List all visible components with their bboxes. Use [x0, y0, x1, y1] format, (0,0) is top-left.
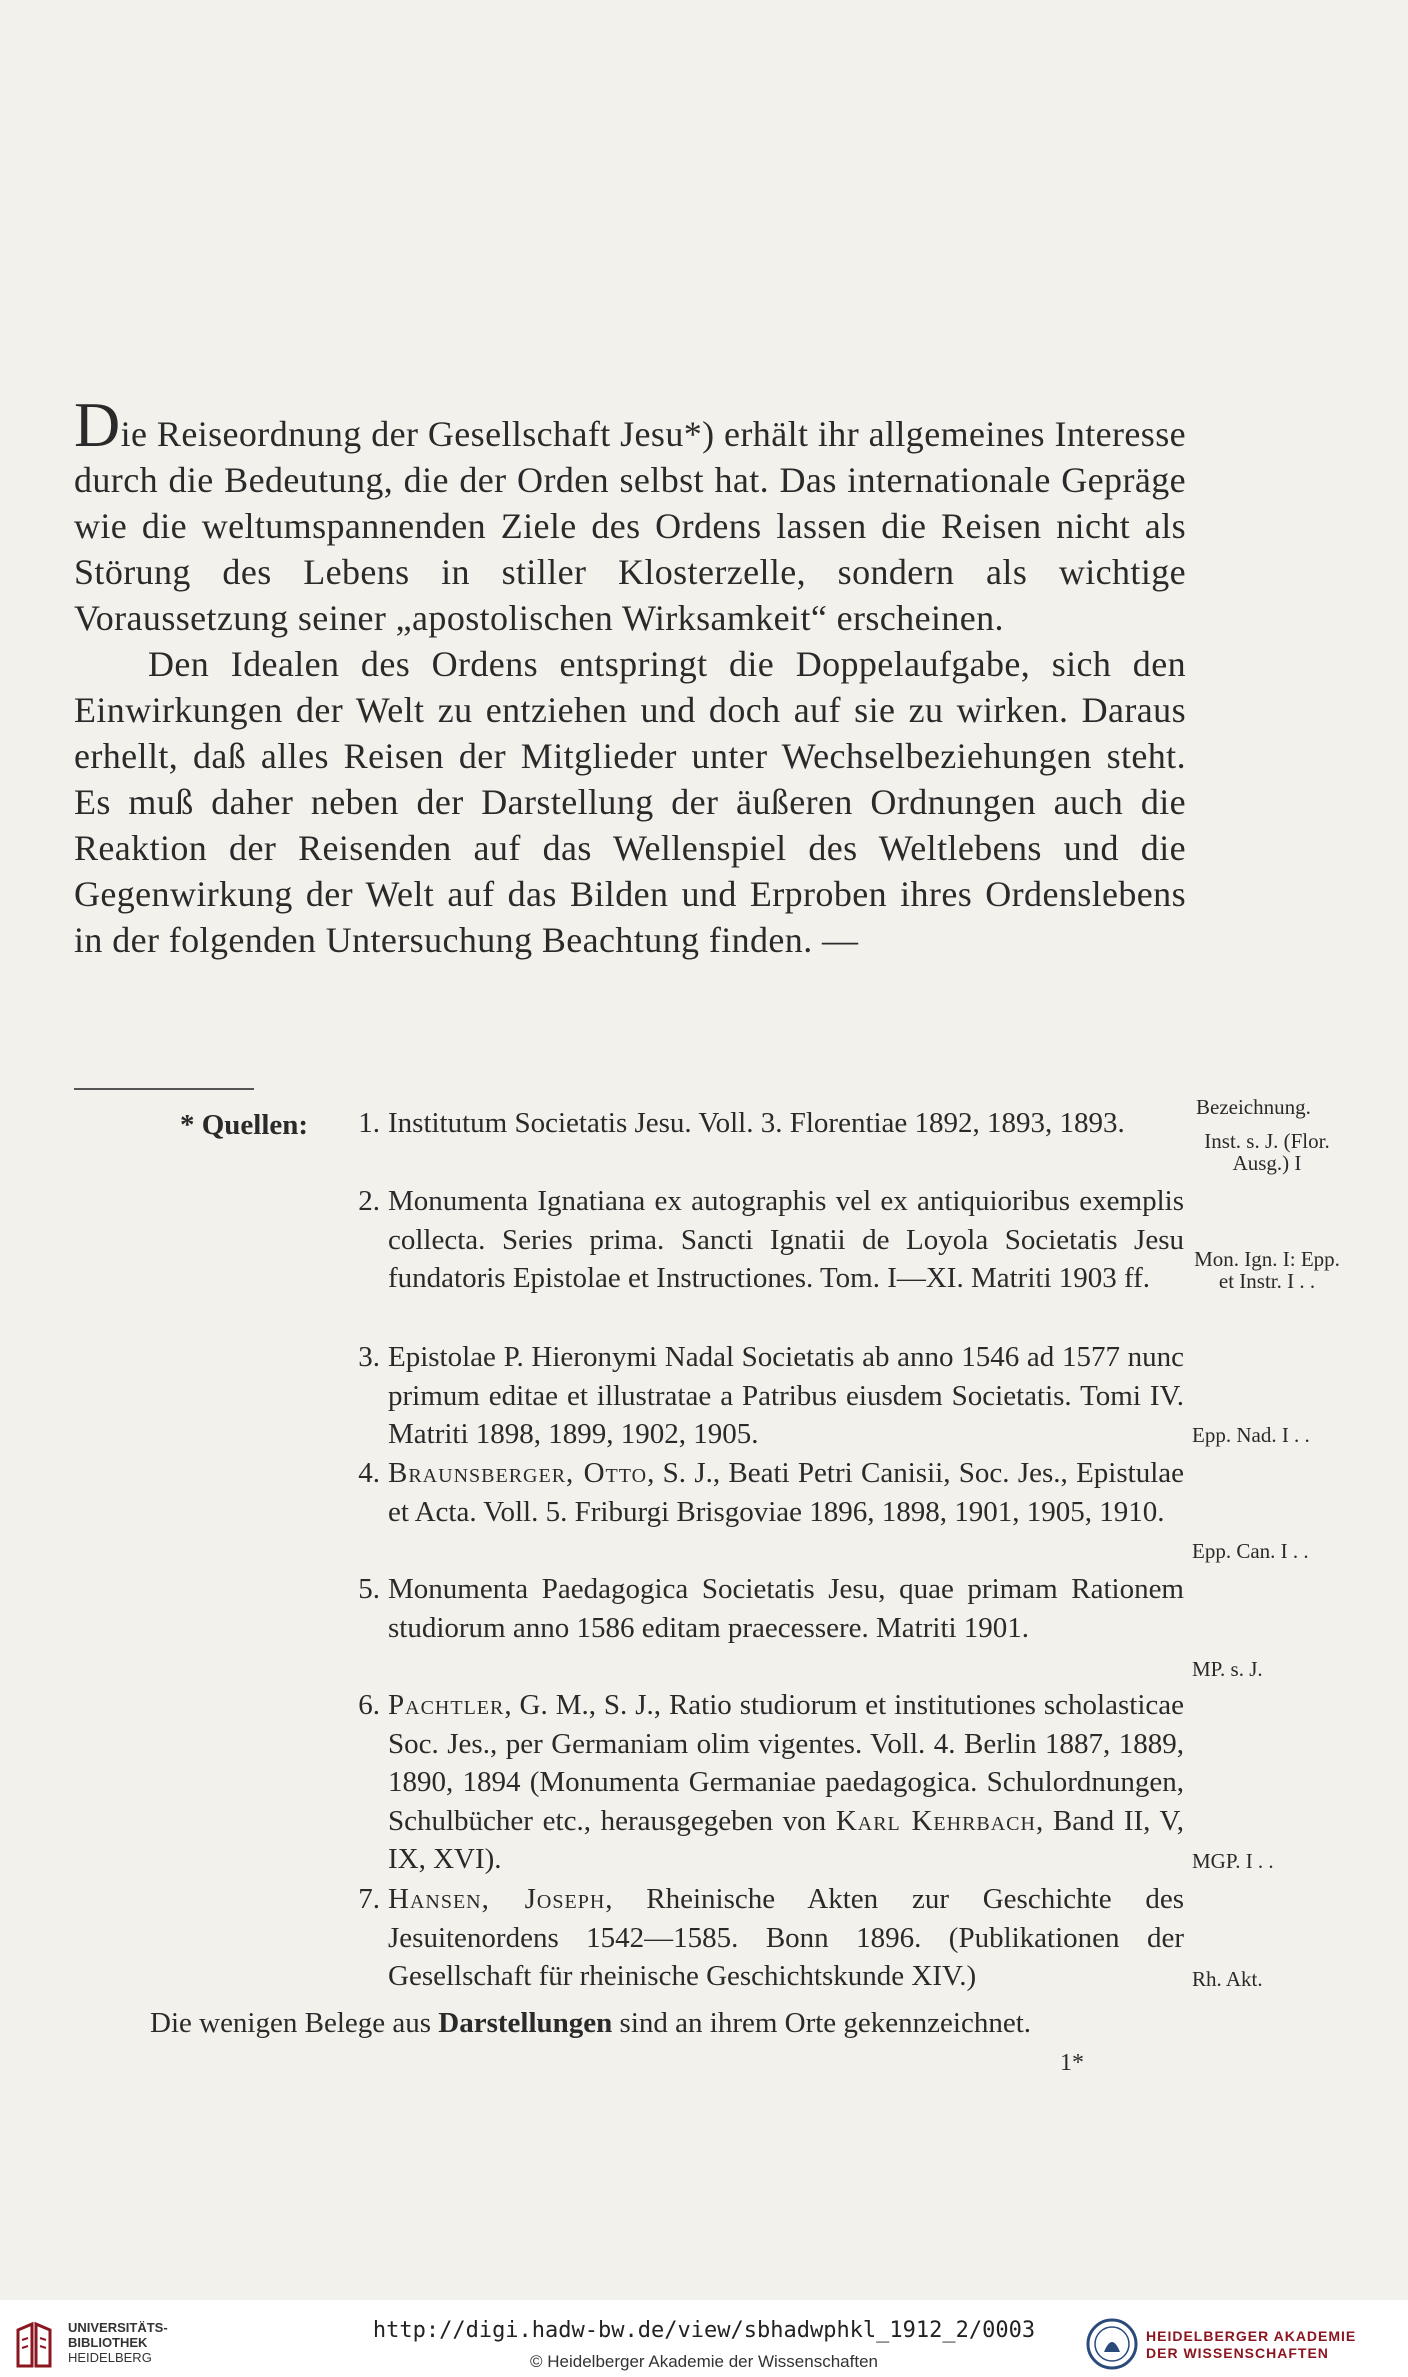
paragraph-1	[74, 389, 1186, 641]
paragraph-1-text: ie Reiseordnung der Gesellschaft Jesu*) erhält ihr allgemeines Interesse durch die Bedeutung, die der Orden selbst hat. Das internationale Gepräge wie die weltumspannenden Ziele des Ordens lassen die Reisen nicht als Störung des Lebens in stiller Klosterzelle, sondern als wichtige Voraussetzung seiner „apostolischen Wirksamkeit“ erscheinen.	[74, 414, 1186, 638]
entry-text	[388, 1880, 1184, 1996]
closing-text-after: sind an ihrem Orte gekennzeichnet.	[612, 2007, 1032, 2039]
source-entry-1	[0, 1104, 1408, 1184]
academy-seal-icon	[1086, 2318, 1138, 2370]
entry-abbreviation: MP. s. J.	[1192, 1657, 1263, 1681]
entry-author: Hansen, Joseph	[388, 1883, 606, 1915]
entry-text-rest: , G. M., S. J., Ratio studiorum et institutiones scholasticae Soc. Jes., per Germaniam olim vigentes. Voll. 4. Berlin 1887, 1889, 1890, 1894 (Monumenta Germaniae paedagogica. Schulordnungen, Schulbücher etc., herausgegeben von	[388, 1689, 1184, 1837]
entry-abbreviation: Rh. Akt.	[1192, 1967, 1263, 1991]
entry-number: 7.	[358, 1883, 380, 1915]
entry-text-rest: , Rheinische Akten zur Geschichte des Jesuitenordens 1542—1585. Bonn 1896. (Publikationen der Gesellschaft für rheinische Geschichtskunde XIV.)	[388, 1883, 1184, 1992]
entry-abbreviation: MGP. I . .	[1192, 1849, 1274, 1873]
entry-number: 4.	[358, 1457, 380, 1489]
entry-abbreviation: Epp. Can. I . .	[1192, 1539, 1309, 1563]
drop-cap: D	[74, 389, 121, 460]
entry-text	[388, 1454, 1184, 1531]
copyright-notice: © Heidelberger Akademie der Wissenschaften	[530, 2352, 878, 2371]
entry-text-rest: , S. J., Beati Petri Canisii, Soc. Jes., Epistulae et Acta. Voll. 5. Friburgi Brisgoviae 1896, 1898, 1901, 1905, 1910.	[388, 1457, 1184, 1528]
entry-text-end: , Band II, V, IX, XVI).	[388, 1804, 1185, 1875]
sources-heading: * Quellen:	[180, 1109, 309, 1141]
academy-name	[1146, 2328, 1356, 2362]
closing-bold: Darstellungen	[438, 2007, 613, 2039]
footer-bar	[0, 2300, 1408, 2377]
abbreviation-column-heading: Bezeichnung.	[1196, 1095, 1311, 1119]
entry-author: Braunsberger, Otto	[388, 1457, 648, 1489]
entry-abbreviation: Inst. s. J. (Flor. Ausg.) I	[1204, 1129, 1330, 1175]
closing-text-before: Die wenigen Belege aus	[150, 2007, 439, 2039]
entry-abbreviation: Epp. Nad. I . .	[1192, 1423, 1310, 1447]
paragraph-2: Den Idealen des Ordens entspringt die Doppelaufgabe, sich den Einwirkungen der Welt zu entziehen und doch auf sie zu wirken. Daraus erhellt, daß alles Reisen der Mitglieder unter Wechselbeziehungen steht. Es muß daher neben der Darstellung der äußeren Ordnungen auch die Reaktion der Reisenden auf das Wellenspiel des Weltlebens und die Gegenwirkung der Welt auf das Bilden und Erproben ihres Ordenslebens in der folgenden Untersuchung Beachtung finden. —	[74, 644, 1186, 960]
footnote-rule	[74, 1088, 254, 1090]
academy-name-line2: DER WISSENSCHAFTEN	[1146, 2345, 1329, 2361]
entry-text	[388, 1686, 1184, 1879]
library-name-line3: HEIDELBERG	[68, 2350, 152, 2365]
entry-number: 6.	[358, 1689, 380, 1721]
academy-name-line1: HEIDELBERGER AKADEMIE	[1146, 2328, 1357, 2344]
entry-number: 5.	[358, 1573, 380, 1605]
entry-number: 1.	[358, 1107, 380, 1139]
library-name-line1: UNIVERSITÄTS-	[68, 2320, 168, 2335]
entry-text: Monumenta Ignatiana ex autographis vel ex antiquioribus exemplis collecta. Series prima. Sancti Ignatii de Loyola Societatis Jesu fundatoris Epistolae et Instructiones. Tom. I—XI. Matriti 1903 ff.	[388, 1185, 1184, 1294]
entry-number: 3.	[358, 1341, 380, 1373]
entry-text: Monumenta Paedagogica Societatis Jesu, quae primam Rationem studiorum anno 1586 editam praecessere. Matriti 1901.	[388, 1573, 1184, 1644]
entry-number: 2.	[358, 1185, 380, 1217]
main-text	[74, 389, 1186, 963]
entry-author: Pachtler	[388, 1689, 505, 1721]
entry-text: Institutum Societatis Jesu. Voll. 3. Florentiae 1892, 1893, 1893.	[388, 1107, 1125, 1139]
page-number: 1*	[1060, 2050, 1084, 2076]
library-name-line2: BIBLIOTHEK	[68, 2335, 148, 2350]
closing-note	[150, 2004, 1190, 2042]
permalink-url[interactable]: http://digi.hadw-bw.de/view/sbhadwphkl_1912_2/0003	[372, 2318, 1036, 2343]
entry-editor: Karl Kehrbach	[835, 1804, 1036, 1837]
entry-abbreviation: Mon. Ign. I: Epp. et Instr. I . .	[1194, 1247, 1340, 1293]
entry-text: Epistolae P. Hieronymi Nadal Societatis ab anno 1546 ad 1577 nunc primum editae et illustratae a Patribus eiusdem Societatis. Tomi IV. Matriti 1898, 1899, 1902, 1905.	[388, 1341, 1184, 1450]
